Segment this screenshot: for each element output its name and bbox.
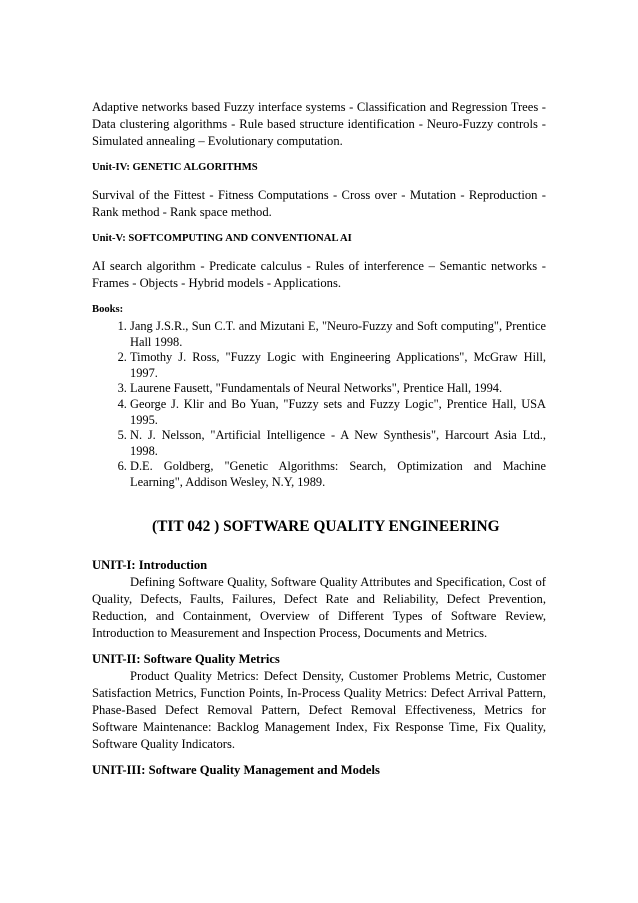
books-list (92, 319, 546, 491)
unit-v-body: AI search algorithm - Predicate calculus - Rules of interference – Semantic networks - Frames - Objects - Hybrid models - Applications. (92, 259, 546, 290)
books-heading: Books: (92, 304, 124, 315)
unit-iv-heading: Unit-IV: GENETIC ALGORITHMS (92, 162, 258, 173)
book-item: 6. D.E. Goldberg, "Genetic Algorithms: Search, Optimization and Machine Learning", Addison Wesley, N.Y, 1989. (130, 459, 546, 490)
intro-paragraph: Adaptive networks based Fuzzy interface systems - Classification and Regression Trees - Data clustering algorithms - Rule based structure identification - Neuro-Fuzzy controls - Simulated annealing – Evolutionary computation. (92, 100, 546, 148)
book-item: 4. George J. Klir and Bo Yuan, "Fuzzy sets and Fuzzy Logic", Prentice Hall, USA 1995. (130, 397, 546, 428)
page-content (92, 99, 546, 779)
book-item: 5. N. J. Nelsson, "Artificial Intelligence - A New Synthesis", Harcourt Asia Ltd., 1998. (130, 428, 546, 459)
course-title: (TIT 042 ) SOFTWARE QUALITY ENGINEERING (152, 517, 500, 535)
sqe-unit-ii-heading: UNIT-II: Software Quality Metrics (92, 651, 280, 666)
sqe-unit-iii-heading: UNIT-III: Software Quality Management and Models (92, 762, 380, 777)
book-item: 3. Laurene Fausett, "Fundamentals of Neural Networks", Prentice Hall, 1994. (130, 381, 546, 397)
unit-v-heading: Unit-V: SOFTCOMPUTING AND CONVENTIONAL AI (92, 233, 352, 244)
sqe-unit-ii-body: Product Quality Metrics: Defect Density, Customer Problems Metric, Customer Satisfaction Metrics, Function Points, In-Process Quality Metrics: Defect Arrival Pattern, Phase-Based Defect Removal Pattern, Defect Removal Effectiveness, Metrics for Software Maintenance: Backlog Management Index, Fix Response Time, Fix Quality, Software Quality Indicators. (92, 668, 546, 751)
sqe-unit-i-heading: UNIT-I: Introduction (92, 557, 208, 572)
book-item: 2. Timothy J. Ross, "Fuzzy Logic with Engineering Applications", McGraw Hill, 1997. (130, 350, 546, 381)
book-item: 1. Jang J.S.R., Sun C.T. and Mizutani E, "Neuro-Fuzzy and Soft computing", Prentice Hall 1998. (130, 319, 546, 350)
unit-iv-body: Survival of the Fittest - Fitness Computations - Cross over - Mutation - Reproduction - Rank method - Rank space method. (92, 188, 546, 219)
sqe-unit-i-body: Defining Software Quality, Software Quality Attributes and Specification, Cost of Quality, Defects, Faults, Failures, Defect Rate and Reliability, Defect Prevention, Reduction, and Containment, Overview of Different Types of Software Review, Introduction to Measurement and Inspection Process, Documents and Metrics. (92, 574, 546, 640)
